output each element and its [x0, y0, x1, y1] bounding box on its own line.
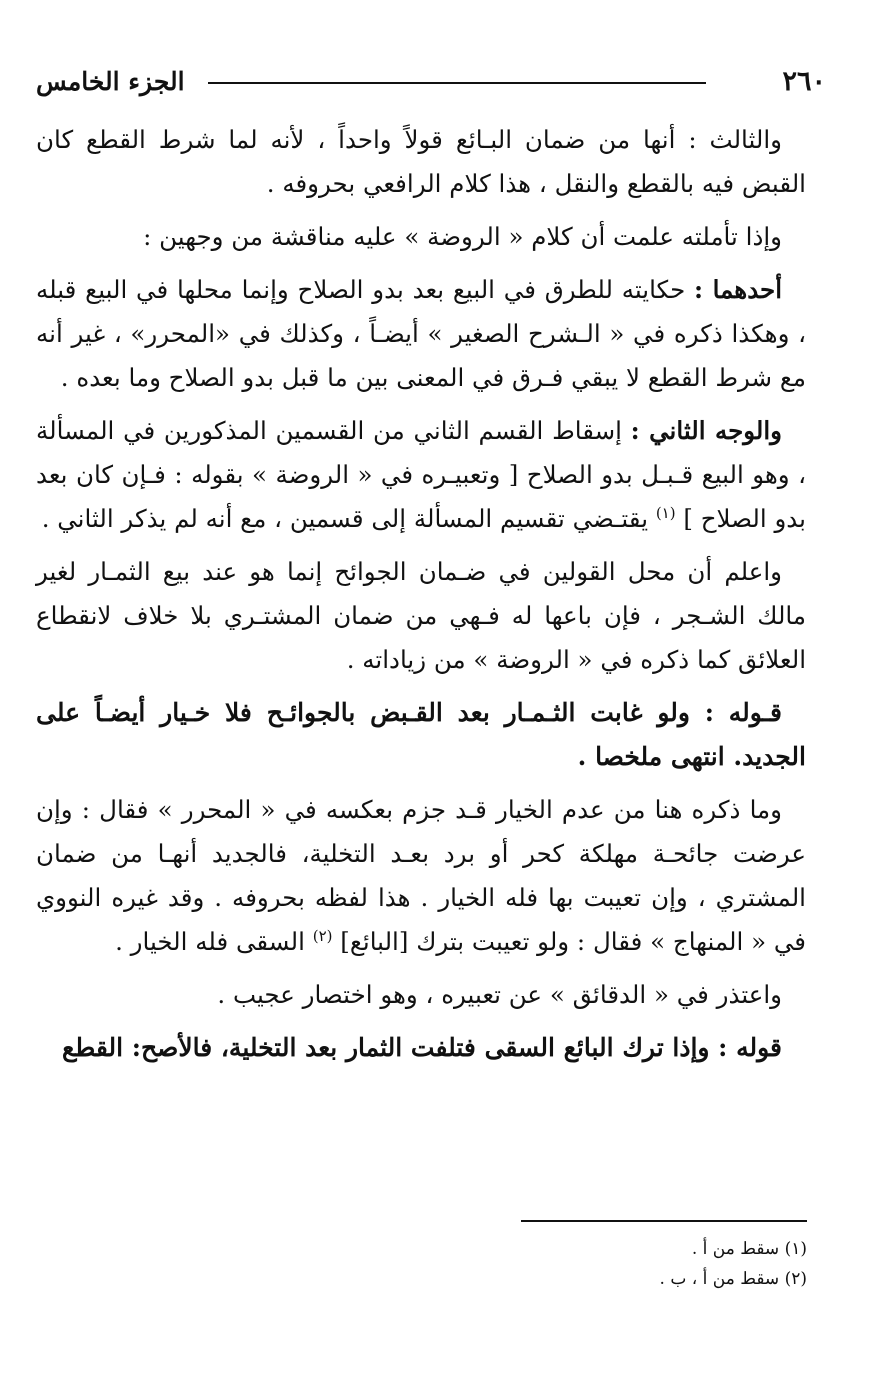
paragraph-text: يقتـضي تقسيم المسألة إلى قسمين ، مع أنه لم يذكر الثاني . — [41, 504, 656, 533]
footnotes — [107, 1234, 807, 1294]
header-rule — [208, 82, 706, 84]
page-header — [36, 62, 826, 106]
paragraph-jawaih — [36, 550, 806, 682]
paragraph-first-objection — [36, 268, 806, 400]
paragraph-text: وإذا تأملته علمت أن كلام « الروضة » عليه مناقشة من وجهين : — [143, 222, 782, 251]
running-title: الجزء الخامس — [36, 67, 185, 96]
paragraph-two-objections — [36, 215, 806, 259]
paragraph-text: السقى فله الخيار . — [115, 927, 313, 956]
paragraph-text: والثالث : أنها من ضمان البـائع قولاً واحداً ، لأنه لما شرط القطع كان القبض فيه بالقطع والنقل ، هذا كلام الرافعي بحروفه . — [36, 125, 806, 198]
paragraph-text: حكايته للطرق في البيع بعد بدو الصلاح وإنما محلها في البيع قبله ، وهكذا ذكره في « الـشرح الصغير » أيضـاً ، وكذلك في «المحرر» ، غير أنه مع شرط القطع لا يبقي فـرق في المعنى بين ما قبل بدو الصلاح وما بعده . — [36, 275, 806, 392]
footnote-2: (٢) سقط من أ ، ب . — [659, 1269, 807, 1289]
page-number: ٢٦٠ — [782, 66, 826, 97]
paragraph-daqaiq — [36, 973, 806, 1017]
footnote-ref-1[interactable]: (١) — [655, 503, 676, 522]
footnote-rule — [521, 1220, 807, 1222]
paragraph-second-objection — [36, 409, 806, 541]
paragraph-text: إسقاط القسم الثاني من القسمين المذكورين في المسألة ، وهو البيع قـبـل بدو الصلاح [ وتعبيـره في « الروضة » بقوله : فـإن كان بعد بدو الصلاح ] — [36, 416, 806, 533]
paragraph-text: وما ذكره هنا من عدم الخيار قـد جزم بعكسه في « المحرر » فقال : وإن عرضت جائحـة مهلكة كحر أو برد بعـد التخلية، فالجديد أنهـا من ضمان المشتري ، وإن تعيبت بها فله الخيار . هذا لفظه بحروفه . وقد غيره النووي في « المنهاج » فقال : ولو تعيبت بترك [البائع] — [36, 795, 806, 956]
paragraph-text: واعلم أن محل القولين في ضـمان الجوائح إنما هو عند بيع الثمـار لغير مالك الشـجر ، فإن باعها له فـهي من ضمان المشتـري بلا خلاف لانقطاع العلائق كما ذكره في « الروضة » من زياداته . — [36, 557, 806, 674]
footnote-1: (١) سقط من أ . — [691, 1239, 807, 1259]
paragraph-muharrar — [36, 788, 806, 964]
body-text — [36, 118, 806, 1079]
footnote-ref-2[interactable]: (٢) — [312, 926, 333, 945]
heading-text: قـوله : ولو غابت الثـمـار بعد القـبض بالجوائـح فلا خـيار أيضـاً على الجديد. انتهى ملخصا . — [36, 698, 806, 771]
paragraph-third-opinion — [36, 118, 806, 206]
paragraph-text: واعتذر في « الدقائق » عن تعبيره ، وهو اختصار عجيب . — [217, 980, 782, 1009]
quote-heading-2 — [36, 1026, 806, 1070]
heading-text: قوله : وإذا ترك البائع السقى فتلفت الثمار بعد التخلية، فالأصح: القطع — [62, 1033, 782, 1062]
paragraph-lead: أحدهما : — [694, 275, 783, 304]
quote-heading-1 — [36, 691, 806, 779]
paragraph-lead: والوجه الثاني : — [630, 416, 782, 445]
